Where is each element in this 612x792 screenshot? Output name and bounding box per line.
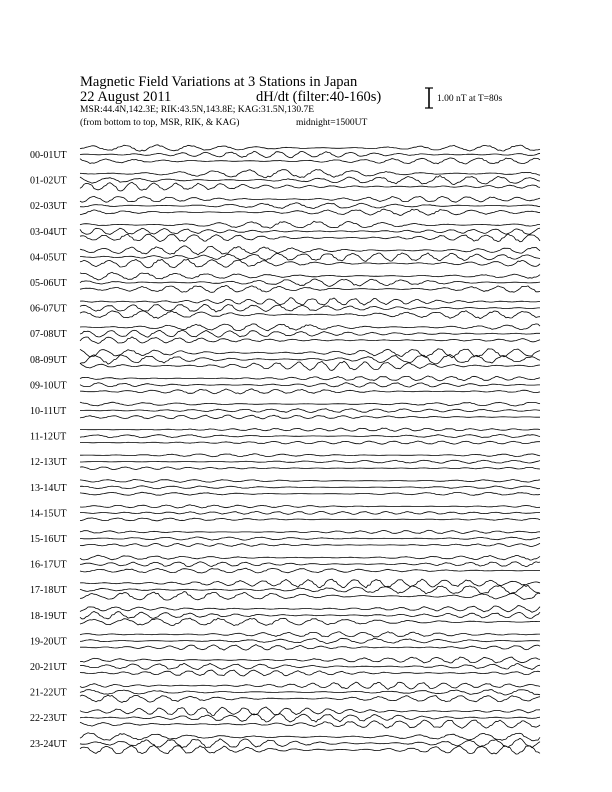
trace-msr (80, 441, 540, 444)
trace-rik (80, 355, 540, 365)
trace-rik (80, 228, 540, 234)
trace-msr (80, 311, 540, 319)
hour-label: 22-23UT (30, 713, 67, 725)
trace-rik (80, 537, 540, 540)
trace-kag (80, 298, 540, 305)
hour-label: 03-04UT (30, 226, 67, 238)
trace-rows (30, 145, 540, 754)
trace-rik (80, 253, 540, 262)
trace-rik (80, 562, 540, 567)
trace-msr (80, 259, 540, 268)
trace-kag (80, 221, 540, 228)
trace-msr (80, 543, 540, 546)
hour-label: 02-03UT (30, 201, 67, 213)
trace-rik (80, 409, 540, 413)
trace-kag (80, 632, 540, 637)
trace-msr (80, 745, 540, 754)
hour-label: 13-14UT (30, 482, 67, 494)
trace-msr (80, 568, 540, 573)
trace-rik (80, 486, 540, 489)
hour-label: 10-11UT (30, 406, 67, 417)
trace-kag (80, 479, 540, 482)
filter-label: dH/dt (filter:40-160s) (256, 89, 382, 105)
trace-msr (80, 285, 540, 292)
hour-label: 07-08UT (30, 329, 67, 341)
trace-rik (80, 176, 540, 185)
trace-rik (80, 585, 540, 594)
trace-msr (80, 467, 540, 470)
trace-msr (80, 389, 540, 394)
trace-msr (80, 670, 540, 676)
trace-msr (80, 209, 540, 215)
trace-kag (80, 555, 540, 560)
trace-rik (80, 203, 540, 209)
trace-rik (80, 434, 540, 437)
hour-label: 23-24UT (30, 738, 67, 750)
trace-rik (80, 460, 540, 463)
trace-kag (80, 402, 540, 406)
trace-rik (80, 663, 540, 669)
trace-rik (80, 383, 540, 387)
trace-rik (80, 151, 540, 157)
trace-msr (80, 695, 540, 702)
trace-rik (80, 304, 540, 312)
trace-msr (80, 592, 540, 600)
trace-kag (80, 707, 540, 716)
hour-label: 04-05UT (30, 252, 67, 264)
trace-kag (80, 376, 540, 381)
trace-msr (80, 492, 540, 495)
trace-msr (80, 645, 540, 651)
hour-label: 09-10UT (30, 380, 67, 392)
hour-label: 18-19UT (30, 610, 67, 622)
hour-label: 19-20UT (30, 636, 67, 648)
trace-msr (80, 361, 540, 370)
trace-kag (80, 733, 540, 741)
trace-kag (80, 682, 540, 689)
trace-msr (80, 158, 540, 164)
trace-kag (80, 196, 540, 202)
hour-label: 12-13UT (30, 457, 67, 469)
trace-kag (80, 505, 540, 508)
hour-label: 11-12UT (30, 431, 67, 443)
trace-kag (80, 145, 540, 151)
hour-label: 14-15UT (30, 508, 67, 520)
hour-label: 16-17UT (30, 559, 67, 571)
midnight-label: midnight=1500UT (296, 118, 368, 128)
trace-msr (80, 337, 540, 344)
trace-rik (80, 612, 540, 619)
trace-kag (80, 324, 540, 331)
trace-rik (80, 690, 540, 695)
date-label: 22 August 2011 (80, 89, 172, 105)
scale-bar-label: 1.00 nT at T=80s (437, 94, 503, 104)
trace-rik (80, 330, 540, 337)
trace-kag (80, 454, 540, 457)
trace-kag (80, 606, 540, 613)
hour-label: 06-07UT (30, 303, 67, 315)
hour-label: 00-01UT (30, 150, 67, 161)
hour-label: 21-22UT (30, 687, 67, 699)
hour-label: 05-06UT (30, 278, 67, 289)
trace-rik (80, 511, 540, 514)
trace-rik (80, 279, 540, 286)
trace-kag (80, 530, 540, 533)
trace-kag (80, 246, 540, 255)
trace-kag (80, 272, 540, 280)
trace-msr (80, 618, 540, 626)
hour-label: 15-16UT (30, 534, 67, 545)
trace-msr (80, 234, 540, 242)
trace-msr (80, 182, 540, 191)
hour-label: 17-18UT (30, 585, 67, 597)
chart-title: Magnetic Field Variations at 3 Stations in Japan (80, 74, 358, 90)
order-label: (from bottom to top, MSR, RIK, & KAG) (80, 118, 240, 128)
trace-rik (80, 638, 540, 643)
hour-label: 20-21UT (30, 662, 67, 673)
hour-label: 01-02UT (30, 175, 67, 187)
stations-label: MSR:44.4N,142.3E; RIK:43.5N,143.8E; KAG:31.5N,130.7E (80, 105, 315, 115)
trace-msr (80, 415, 540, 419)
trace-kag (80, 428, 540, 431)
hour-label: 08-09UT (30, 354, 67, 366)
trace-msr (80, 518, 540, 521)
trace-kag (80, 657, 540, 663)
trace-msr (80, 720, 540, 728)
